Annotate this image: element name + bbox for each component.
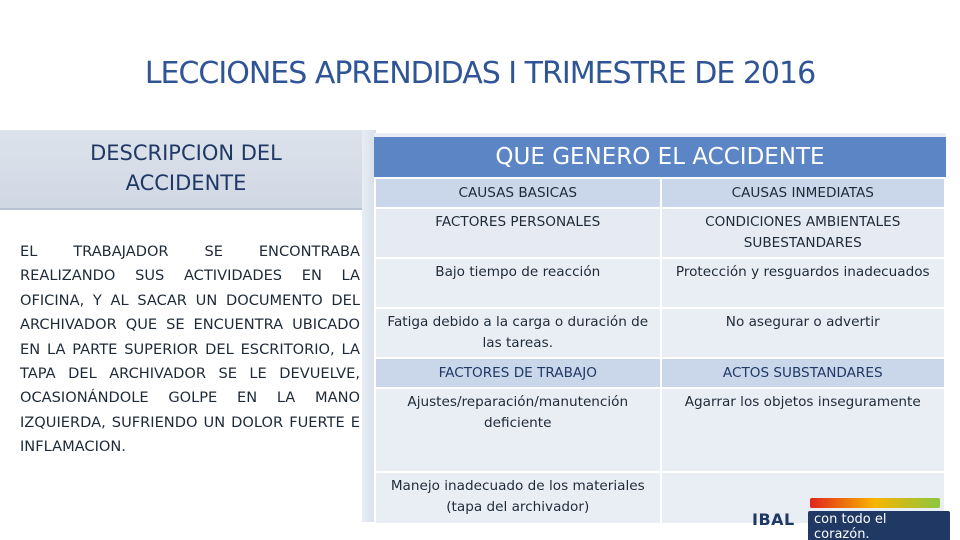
ibal-logo xyxy=(750,498,950,540)
table-row xyxy=(375,208,945,258)
causes-table xyxy=(374,177,946,525)
table-cell: ACTOS SUBSTANDARES xyxy=(661,358,945,388)
accident-causes-panel xyxy=(374,133,946,515)
logo-tagline: con todo el corazón. xyxy=(808,511,950,540)
table-row xyxy=(375,258,945,308)
table-cell: Agarrar los objetos inseguramente xyxy=(661,388,945,472)
table-cell: Fatiga debido a la carga o duración de las tareas. xyxy=(375,308,661,358)
table-cell: Bajo tiempo de reacción xyxy=(375,258,661,308)
logo-color-band xyxy=(810,498,940,508)
table-section-row xyxy=(375,358,945,388)
table-cell: CONDICIONES AMBIENTALES SUBESTANDARES xyxy=(661,208,945,258)
table-row xyxy=(375,388,945,472)
table-cell: No asegurar o advertir xyxy=(661,308,945,358)
table-cell: Ajustes/reparación/manutención deficiente xyxy=(375,388,661,472)
table-cell: Protección y resguardos inadecuados xyxy=(661,258,945,308)
table-header-row xyxy=(375,178,945,208)
accident-causes-header: QUE GENERO EL ACCIDENTE xyxy=(374,137,946,177)
column-header-immediate-causes: CAUSAS INMEDIATAS xyxy=(661,178,945,208)
slide-title: LECCIONES APRENDIDAS I TRIMESTRE DE 2016 xyxy=(144,56,816,91)
accident-description-header xyxy=(0,130,372,210)
header-line-1: DESCRIPCION DEL xyxy=(90,141,282,165)
header-line-2: ACCIDENTE xyxy=(125,171,247,195)
logo-brand-text: IBAL xyxy=(752,510,795,529)
accident-description-text: EL TRABAJADOR SE ENCONTRABA REALIZANDO SUS ACTIVIDADES EN LA OFICINA, Y AL SACAR UN DOCUMENTO DEL ARCHIVADOR QUE SE ENCUENTRA UBICADO EN LA PARTE SUPERIOR DEL ESCRITORIO, LA TAPA DEL ARCHIVADOR SE LE DEVUELVE, OCASIONÁNDOLE GOLPE EN LA MANO IZQUIERDA, SUFRIENDO UN DOLOR FUERTE E INFLAMACION. xyxy=(20,243,360,456)
column-header-basic-causes: CAUSAS BASICAS xyxy=(375,178,661,208)
accident-description-panel xyxy=(0,130,372,522)
table-cell: FACTORES DE TRABAJO xyxy=(375,358,661,388)
table-cell: FACTORES PERSONALES xyxy=(375,208,661,258)
table-row xyxy=(375,308,945,358)
table-cell: Manejo inadecuado de los materiales (tapa del archivador) xyxy=(375,472,661,524)
